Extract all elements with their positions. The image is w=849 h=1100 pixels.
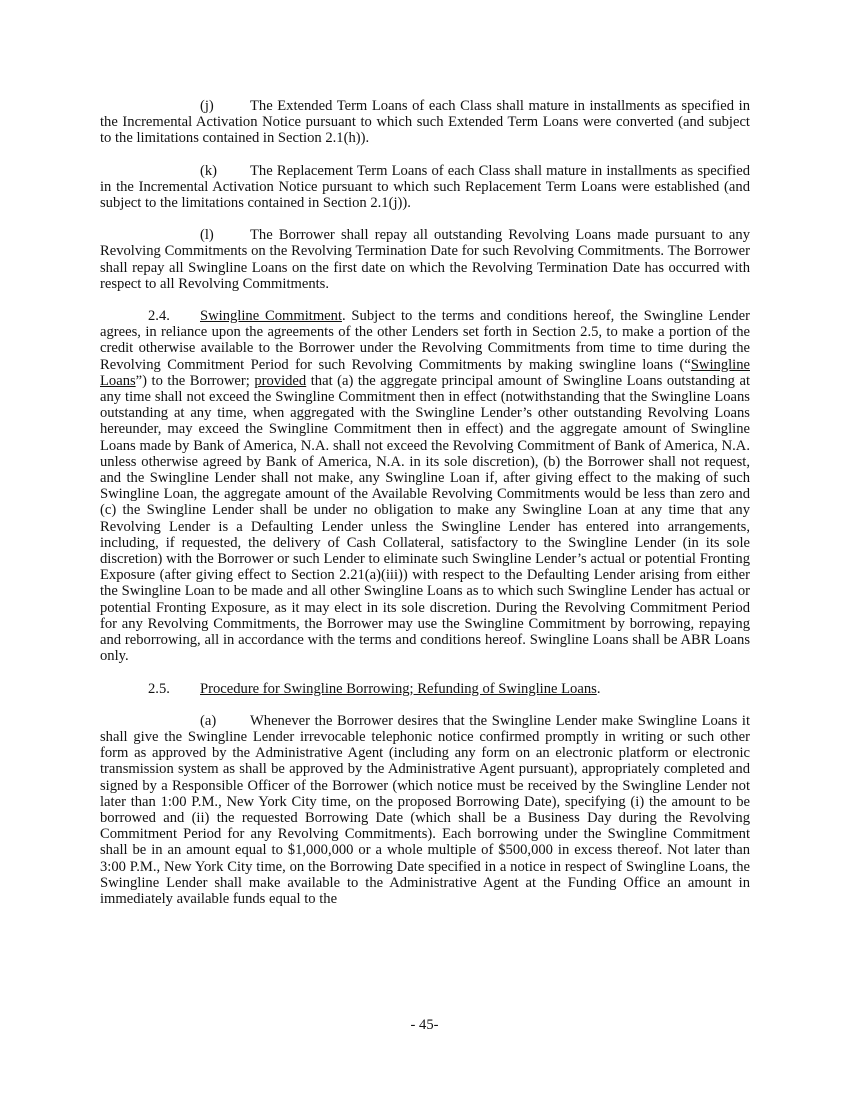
section-2-4-text-1: . Subject to the terms and conditions hereof, the Swingline Lender agrees, in reliance upon the agreements of the other Lenders set forth in Section 2.5, to make a portion of the credit otherwise available to the Borrower under the Revolving Commitments from time to time during the Revolving Commitment Period for such Revolving Commitments by making swingline loans (“ (100, 308, 750, 373)
paragraph-l-text: The Borrower shall repay all outstanding Revolving Loans made pursuant to any Revolving Commitments on the Revolving Termination Date for such Revolving Commitments. The Borrower shall repay all Swingline Loans on the first date on which the Revolving Termination Date has occurred with respect to all Revolving Commitments. (100, 227, 750, 292)
section-2-5 (100, 681, 750, 697)
paragraph-j (100, 98, 750, 147)
section-2-4 (100, 308, 750, 664)
section-2-5-heading: Procedure for Swingline Borrowing; Refunding of Swingline Loans (200, 680, 597, 697)
section-2-5-number: 2.5. (148, 680, 170, 697)
section-2-5-heading-end: . (596, 680, 601, 697)
paragraph-j-label: (j) (200, 98, 214, 114)
paragraph-a-text: Whenever the Borrower desires that the Swingline Lender make Swingline Loans it shall give the Swingline Lender irrevocable telephonic notice confirmed promptly in writing or such other form as approved by the Administrative Agent (including any form on an electronic platform or electronic transmission system as shall be approved by the Administrative Agent pursuant), appropriately completed and signed by a Responsible Officer of the Borrower (which notice must be received by the Swingline Lender not later than 1:00 P.M., New York City time, on the proposed Borrowing Date), specifying (i) the amount to be borrowed and (ii) the requested Borrowing Date (which shall be a Business Day during the Revolving Commitment Period for any Revolving Commitments). Each borrowing under the Swingline Commitment shall be in an amount equal to $1,000,000 or a whole multiple of $500,000 in excess thereof. Not later than 3:00 P.M., New York City time, on the Borrowing Date specified in a notice in respect of Swingline Loans, the Swingline Lender shall make available to the Administrative Agent at the Funding Office an amount in immediately available funds equal to the (100, 712, 750, 907)
paragraph-k (100, 163, 750, 212)
paragraph-l (100, 227, 750, 292)
document-body (100, 98, 750, 923)
provided-proviso: provided (254, 372, 307, 389)
paragraph-a-label: (a) (200, 712, 217, 729)
section-2-4-text-3: that (a) the aggregate principal amount of Swingline Loans outstanding at any time shall not exceed the Swingline Commitment then in effect (notwithstanding that the Swingline Loans outstanding at any time, when aggregated with the Swingline Lender’s other outstanding Revolving Loans hereunder, may exceed the Swingline Commitment then in effect) and the aggregate amount of Swingline Loans made by Bank of America, N.A. shall not exceed the Revolving Commitment of Bank of America, N.A. unless otherwise agreed by Bank of America, N.A. in its sole discretion), (b) the Borrower shall not request, and the Swingline Lender shall not make, any Swingline Loan if, after giving effect to the making of such Swingline Loan, the aggregate amount of the Available Revolving Commitments would be less than zero and (c) the Swingline Lender shall be under no obligation to make any Swingline Loan at any time that any Revolving Lender is a Defaulting Lender unless the Swingline Lender has entered into arrangements, including, if requested, the delivery of Cash Collateral, satisfactory to the Swingline Lender (in its sole discretion) with the Borrower or such Lender to eliminate such Swingline Lender’s actual or potential Fronting Exposure (after giving effect to Section 2.21(a)(iii)) with respect to the Defaulting Lender arising from either the Swingline Loan to be made and all other Swingline Loans as to which such Swingline Lender has actual or potential Fronting Exposure, as it may elect in its sole discretion. During the Revolving Commitment Period for any Revolving Commitments, the Borrower may use the Swingline Commitment by borrowing, repaying and reborrowing, all in accordance with the terms and conditions hereof. Swingline Loans shall be ABR Loans only. (100, 372, 750, 665)
paragraph-j-text: The Extended Term Loans of each Class shall mature in installments as specified in the Incremental Activation Notice pursuant to which such Extended Term Loans were converted (and subject to the limitations contained in Section 2.1(h)). (100, 98, 750, 147)
paragraph-a (100, 713, 750, 907)
paragraph-k-text: The Replacement Term Loans of each Class shall mature in installments as specified in the Incremental Activation Notice pursuant to which such Replacement Term Loans were established (and subject to the limitations contained in Section 2.1(j)). (100, 162, 750, 212)
paragraph-k-label: (k) (200, 162, 218, 179)
paragraph-l-label: (l) (200, 227, 214, 244)
section-2-4-heading: Swingline Commitment (200, 308, 342, 325)
page-number: - 45- (410, 1017, 439, 1033)
section-2-4-text-2: ”) to the Borrower; (135, 372, 255, 389)
swingline-loans-defined-term: Swingline Loans (100, 356, 750, 389)
section-2-4-number: 2.4. (148, 308, 170, 325)
